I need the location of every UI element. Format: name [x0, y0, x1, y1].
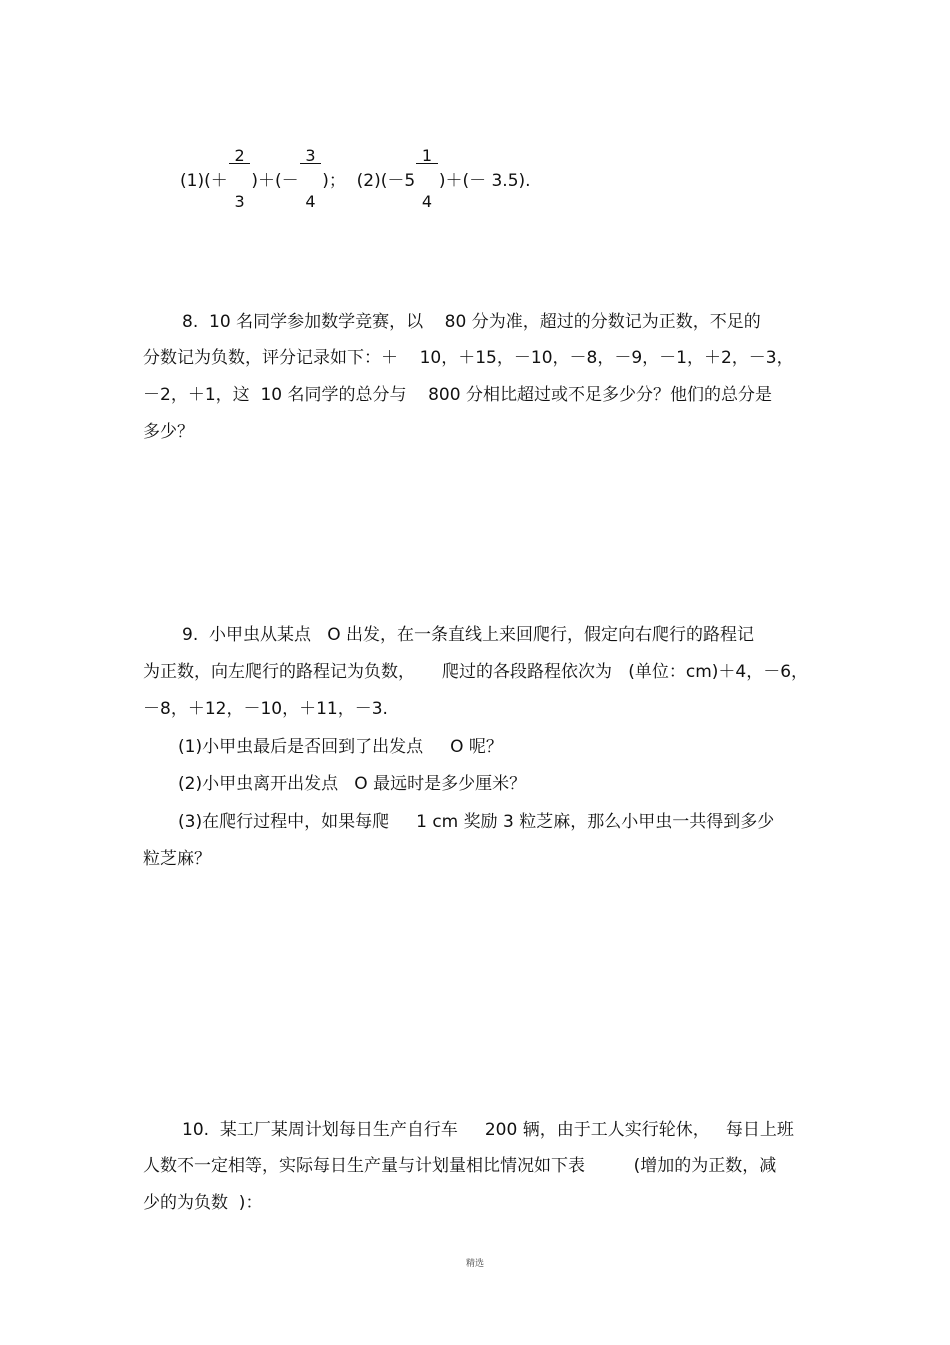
fraction-three-quarters [300, 118, 322, 239]
fraction-numerator: 3 [300, 148, 322, 164]
problem-8-line-4: 多少？ [143, 422, 194, 442]
fraction-denominator: 4 [305, 192, 316, 211]
problem-10-line-1: 10. 某工厂某周计划每日生产自行车 200 辆，由于工人实行轮休， 每日上班 [182, 1120, 794, 1140]
fraction-two-thirds [229, 118, 251, 239]
problem-7-expression [180, 118, 531, 239]
problem-8-line-1: 8. 10 名同学参加数学竞赛，以 80 分为准，超过的分数记为正数，不足的 [182, 312, 761, 332]
problem-9-line-7: 粒芝麻？ [143, 849, 211, 869]
problem-9-line-1: 9. 小甲虫从某点 O 出发，在一条直线上来回爬行，假定向右爬行的路程记 [182, 625, 755, 645]
problem-8-line-2: 分数记为负数，评分记录如下：＋ 10，＋15，－10，－8，－9，－1，＋2，－3， [143, 348, 794, 368]
problem-9-question-2: (2)小甲虫离开出发点 O 最远时是多少厘米？ [178, 774, 527, 794]
problem-10-line-3: 少的为负数 )： [143, 1193, 263, 1213]
problem-9-line-3: －8，＋12，－10，＋11，－3. [143, 699, 388, 719]
problem-8-line-3: －2，＋1，这 10 名同学的总分与 800 分相比超过或不足多少分？他们的总分是 [143, 385, 772, 405]
expr-part1-prefix: (1)(＋ [180, 171, 228, 191]
fraction-numerator: 2 [229, 148, 251, 164]
problem-10-line-2: 人数不一定相等，实际每日生产量与计划量相比情况如下表 (增加的为正数，减 [143, 1156, 777, 1176]
problem-9-line-2: 为正数，向左爬行的路程记为负数， 爬过的各段路程依次为 (单位：cm)＋4，－6， [143, 662, 809, 682]
expr-part1-end: )； (2)(－5 [322, 171, 416, 191]
problem-9-question-3: (3)在爬行过程中，如果每爬 1 cm 奖励 3 粒芝麻，那么小甲虫一共得到多少 [178, 812, 775, 832]
fraction-numerator: 1 [416, 148, 438, 164]
problem-9-question-1: (1)小甲虫最后是否回到了出发点 O 呢？ [178, 737, 503, 757]
expr-part1-mid: )＋(－ [251, 171, 299, 191]
fraction-denominator: 4 [421, 192, 433, 211]
fraction-one-quarter [416, 118, 438, 239]
expr-part2-end: )＋(－ 3.5). [438, 171, 531, 191]
fraction-denominator: 3 [234, 192, 245, 211]
page-footer: 精选 [466, 1259, 485, 1269]
